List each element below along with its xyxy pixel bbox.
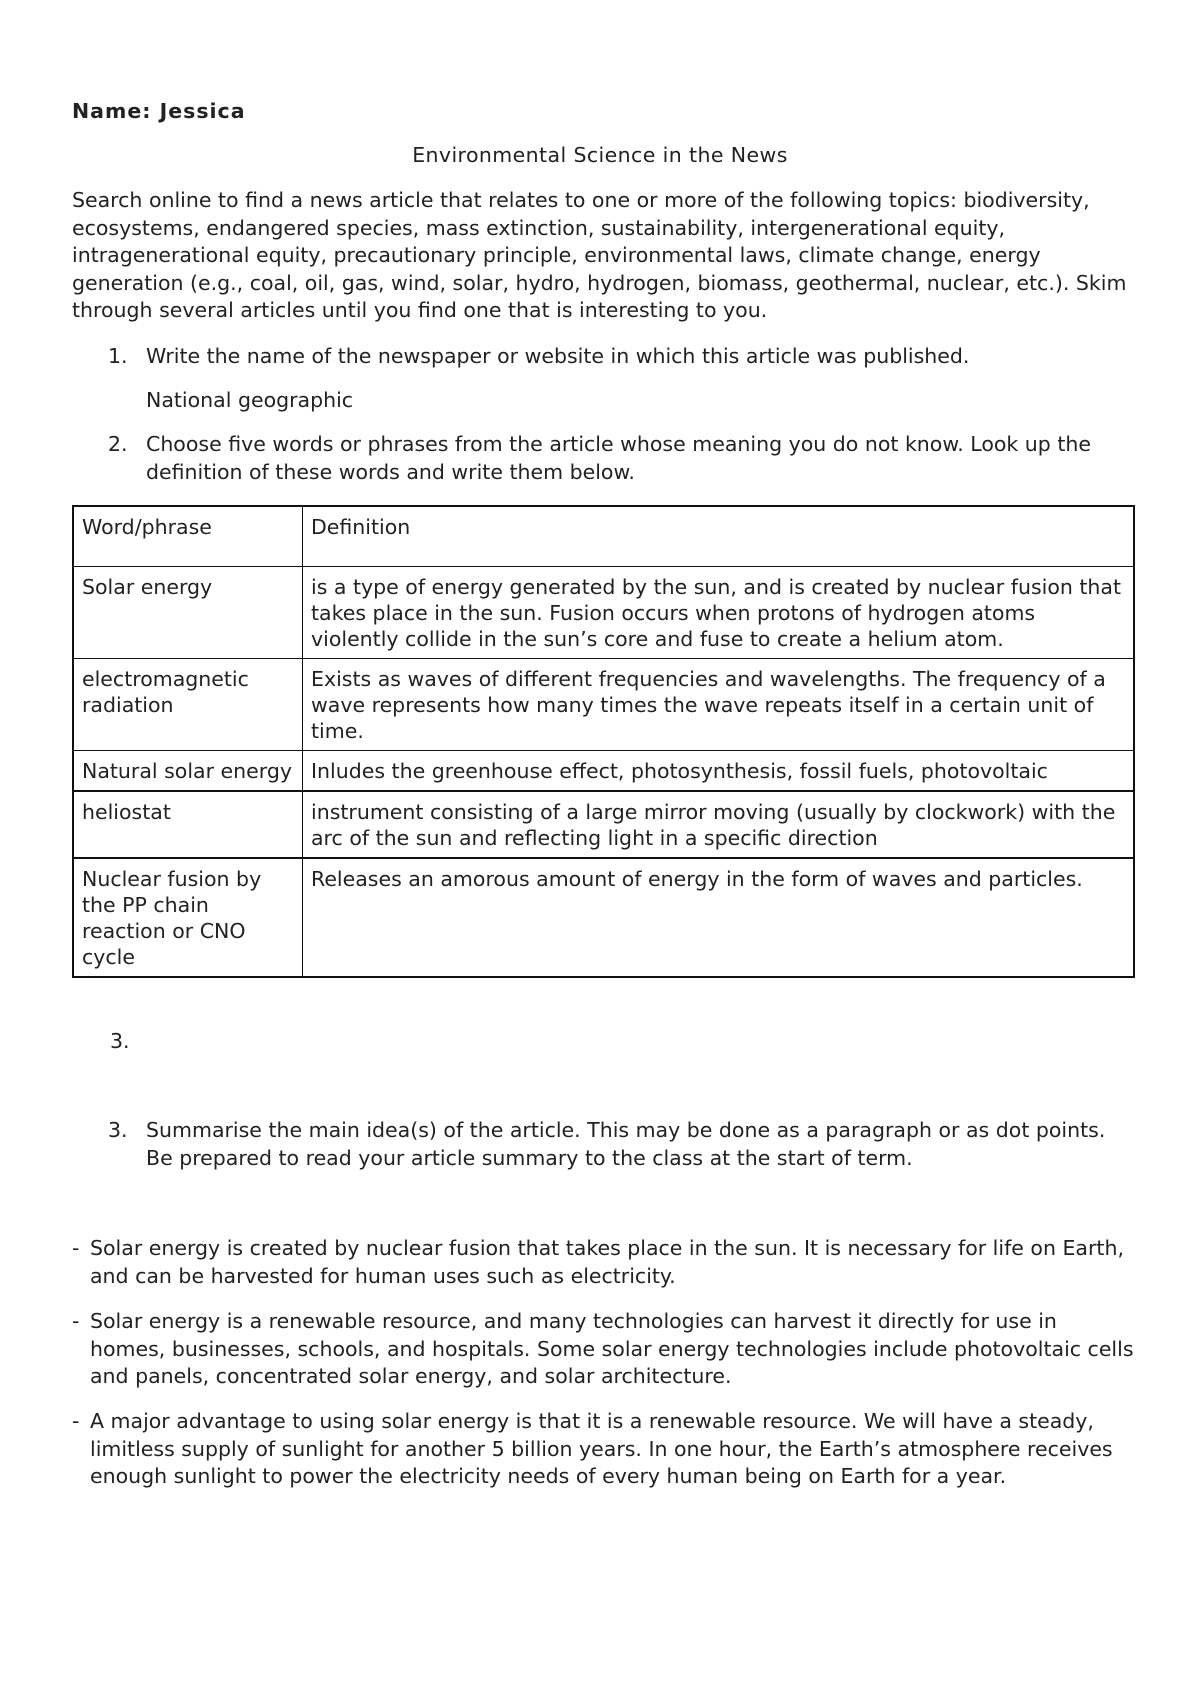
definition-cell: Releases an amorous amount of energy in the form of waves and particles. bbox=[303, 858, 1135, 977]
question-number: 3. bbox=[108, 1118, 128, 1142]
table-row bbox=[73, 566, 1134, 658]
word-cell: Natural solar energy bbox=[73, 750, 303, 791]
table-row bbox=[73, 658, 1134, 750]
word-cell: Solar energy bbox=[73, 566, 303, 658]
definition-cell: instrument consisting of a large mirror moving (usually by clockwork) with the arc of the sun and reflecting light in a specific direction bbox=[303, 791, 1135, 858]
column-header-word: Word/phrase bbox=[73, 506, 303, 566]
question-text: Write the name of the newspaper or website in which this article was published. bbox=[146, 344, 970, 368]
summary-point bbox=[72, 1308, 1137, 1391]
question-number: 2. bbox=[108, 432, 128, 456]
question-number: 1. bbox=[108, 344, 128, 368]
instructions-paragraph: Search online to find a news article that relates to one or more of the following topics: biodiversity, ecosystems, endangered species, mass extinction, sustainability, intergenerational equity, intragenerational equity, precautionary principle, environmental laws, climate change, energy generation (e.g., coal, oil, gas, wind, solar, hydro, hydrogen, biomass, geothermal, nuclear, etc.). Skim through several articles until you find one that is interesting to you. bbox=[72, 188, 1127, 322]
dash-marker: - bbox=[72, 1409, 80, 1433]
question-3 bbox=[108, 1117, 1133, 1172]
summary-point bbox=[72, 1235, 1137, 1290]
answer-newspaper: National geographic bbox=[146, 388, 354, 412]
question-1 bbox=[108, 343, 1133, 371]
definitions-table bbox=[72, 505, 1135, 978]
summary-text: Solar energy is created by nuclear fusion that takes place in the sun. It is necessary for life on Earth, and can be harvested for human uses such as electricity. bbox=[90, 1236, 1124, 1288]
table-row bbox=[73, 791, 1134, 858]
word-cell: heliostat bbox=[73, 791, 303, 858]
table-row bbox=[73, 750, 1134, 791]
summary-text: A major advantage to using solar energy is that it is a renewable resource. We will have a steady, limitless supply of sunlight for another 5 billion years. In one hour, the Earth’s atmosphere receives enough sunlight to power the electricity needs of every human being on Earth for a year. bbox=[90, 1409, 1113, 1488]
definition-cell: Exists as waves of different frequencies and wavelengths. The frequency of a wave represents how many times the wave repeats itself in a certain unit of time. bbox=[303, 658, 1135, 750]
definition-cell: Inludes the greenhouse effect, photosynthesis, fossil fuels, photovoltaic bbox=[303, 750, 1135, 791]
question-2 bbox=[108, 431, 1133, 486]
table-row bbox=[73, 858, 1134, 977]
question-text: Choose five words or phrases from the article whose meaning you do not know. Look up the definition of these words and write them below. bbox=[146, 432, 1091, 484]
column-header-definition: Definition bbox=[303, 506, 1135, 566]
definition-cell: is a type of energy generated by the sun, and is created by nuclear fusion that takes place in the sun. Fusion occurs when protons of hydrogen atoms violently collide in the sun’s core and fuse to create a helium atom. bbox=[303, 566, 1135, 658]
table-header-row bbox=[73, 506, 1134, 566]
empty-list-number: 3. bbox=[110, 1029, 130, 1053]
student-name: Name: Jessica bbox=[72, 99, 246, 123]
summary-text: Solar energy is a renewable resource, and many technologies can harvest it directly for use in homes, businesses, schools, and hospitals. Some solar energy technologies include photovoltaic cells and panels, concentrated solar energy, and solar architecture. bbox=[90, 1309, 1134, 1388]
summary-point bbox=[72, 1408, 1137, 1491]
dash-marker: - bbox=[72, 1236, 80, 1260]
word-cell: Nuclear fusion by the PP chain reaction or CNO cycle bbox=[73, 858, 303, 977]
question-text: Summarise the main idea(s) of the article. This may be done as a paragraph or as dot points. Be prepared to read your article summary to the class at the start of term. bbox=[146, 1118, 1106, 1170]
page-title: Environmental Science in the News bbox=[412, 143, 788, 167]
dash-marker: - bbox=[72, 1309, 80, 1333]
word-cell: electromagnetic radiation bbox=[73, 658, 303, 750]
